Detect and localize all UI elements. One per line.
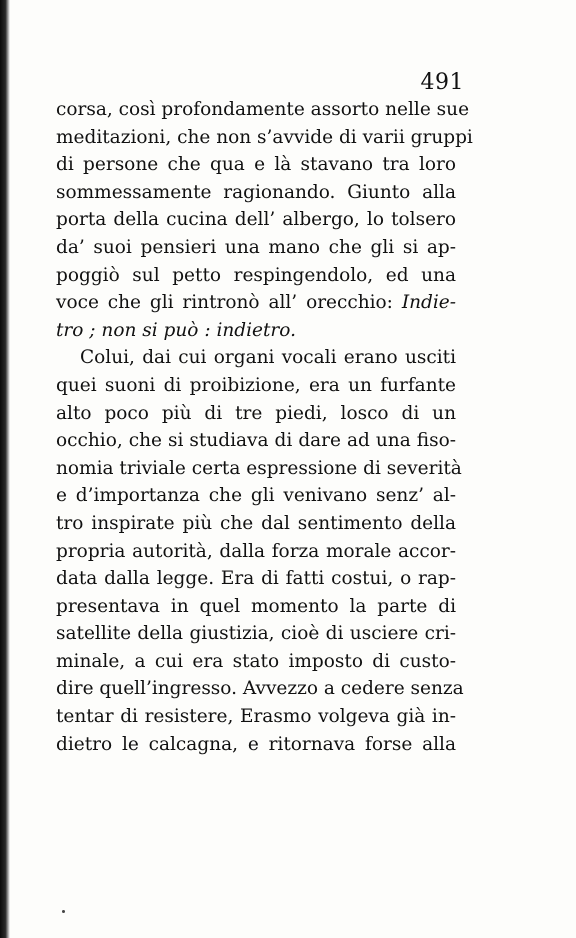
text-line: nomia triviale certa espressione di severità xyxy=(56,457,462,479)
text-line: meditazioni, che non s’avvide di varii gruppi xyxy=(56,126,473,148)
text-line: minale, a cui era stato imposto di custo- xyxy=(56,650,456,672)
text-line: tro inspirate più che dal sentimento della xyxy=(56,512,456,534)
text-line xyxy=(56,289,456,317)
text-line: occhio, che si studiava di dare ad una fiso- xyxy=(56,430,456,452)
text-line: quei suoni di proibizione, era un furfante xyxy=(56,374,456,396)
text-line: presentava in quel momento la parte di xyxy=(56,595,456,617)
text-line: porta della cucina dell’ albergo, lo tolsero xyxy=(56,209,456,231)
body-text xyxy=(56,96,473,758)
page-number: 491 xyxy=(420,70,464,95)
text-line: propria autorità, dalla forza morale accor- xyxy=(56,540,456,562)
italic-text: tro ; non si può : indietro. xyxy=(56,319,296,341)
text-line: alto poco più di tre piedi, losco di un xyxy=(56,402,456,424)
text-line: da’ suoi pensieri una mano che gli si ap- xyxy=(56,236,456,258)
text-line: Colui, dai cui organi vocali erano usciti xyxy=(80,347,456,369)
text-line xyxy=(56,317,456,345)
text-line: poggiò sul petto respingendolo, ed una xyxy=(56,264,456,286)
text-line: e d’importanza che gli venivano senz’ al- xyxy=(56,485,456,507)
text-line: data dalla legge. Era di fatti costui, o rap- xyxy=(56,568,456,590)
text-line: sommessamente ragionando. Giunto alla xyxy=(56,181,456,203)
text-line: corsa, così profondamente assorto nelle sue xyxy=(56,99,470,120)
text-line: di persone che qua e là stavano tra loro xyxy=(56,154,456,176)
text-line-segment: voce che gli rintronò all’ orecchio: xyxy=(56,292,393,314)
italic-text: Indie- xyxy=(401,292,456,314)
text-line: tentar di resistere, Erasmo volgeva già in- xyxy=(56,706,456,728)
text-line: satellite della giustizia, cioè di usciere cri- xyxy=(56,623,456,645)
text-line: dietro le calcagna, e ritornava forse alla xyxy=(56,733,456,755)
paper-speck xyxy=(62,910,65,913)
text-line: dire quell’ingresso. Avvezzo a cedere senza xyxy=(56,678,464,700)
page-binding-edge xyxy=(0,0,10,938)
